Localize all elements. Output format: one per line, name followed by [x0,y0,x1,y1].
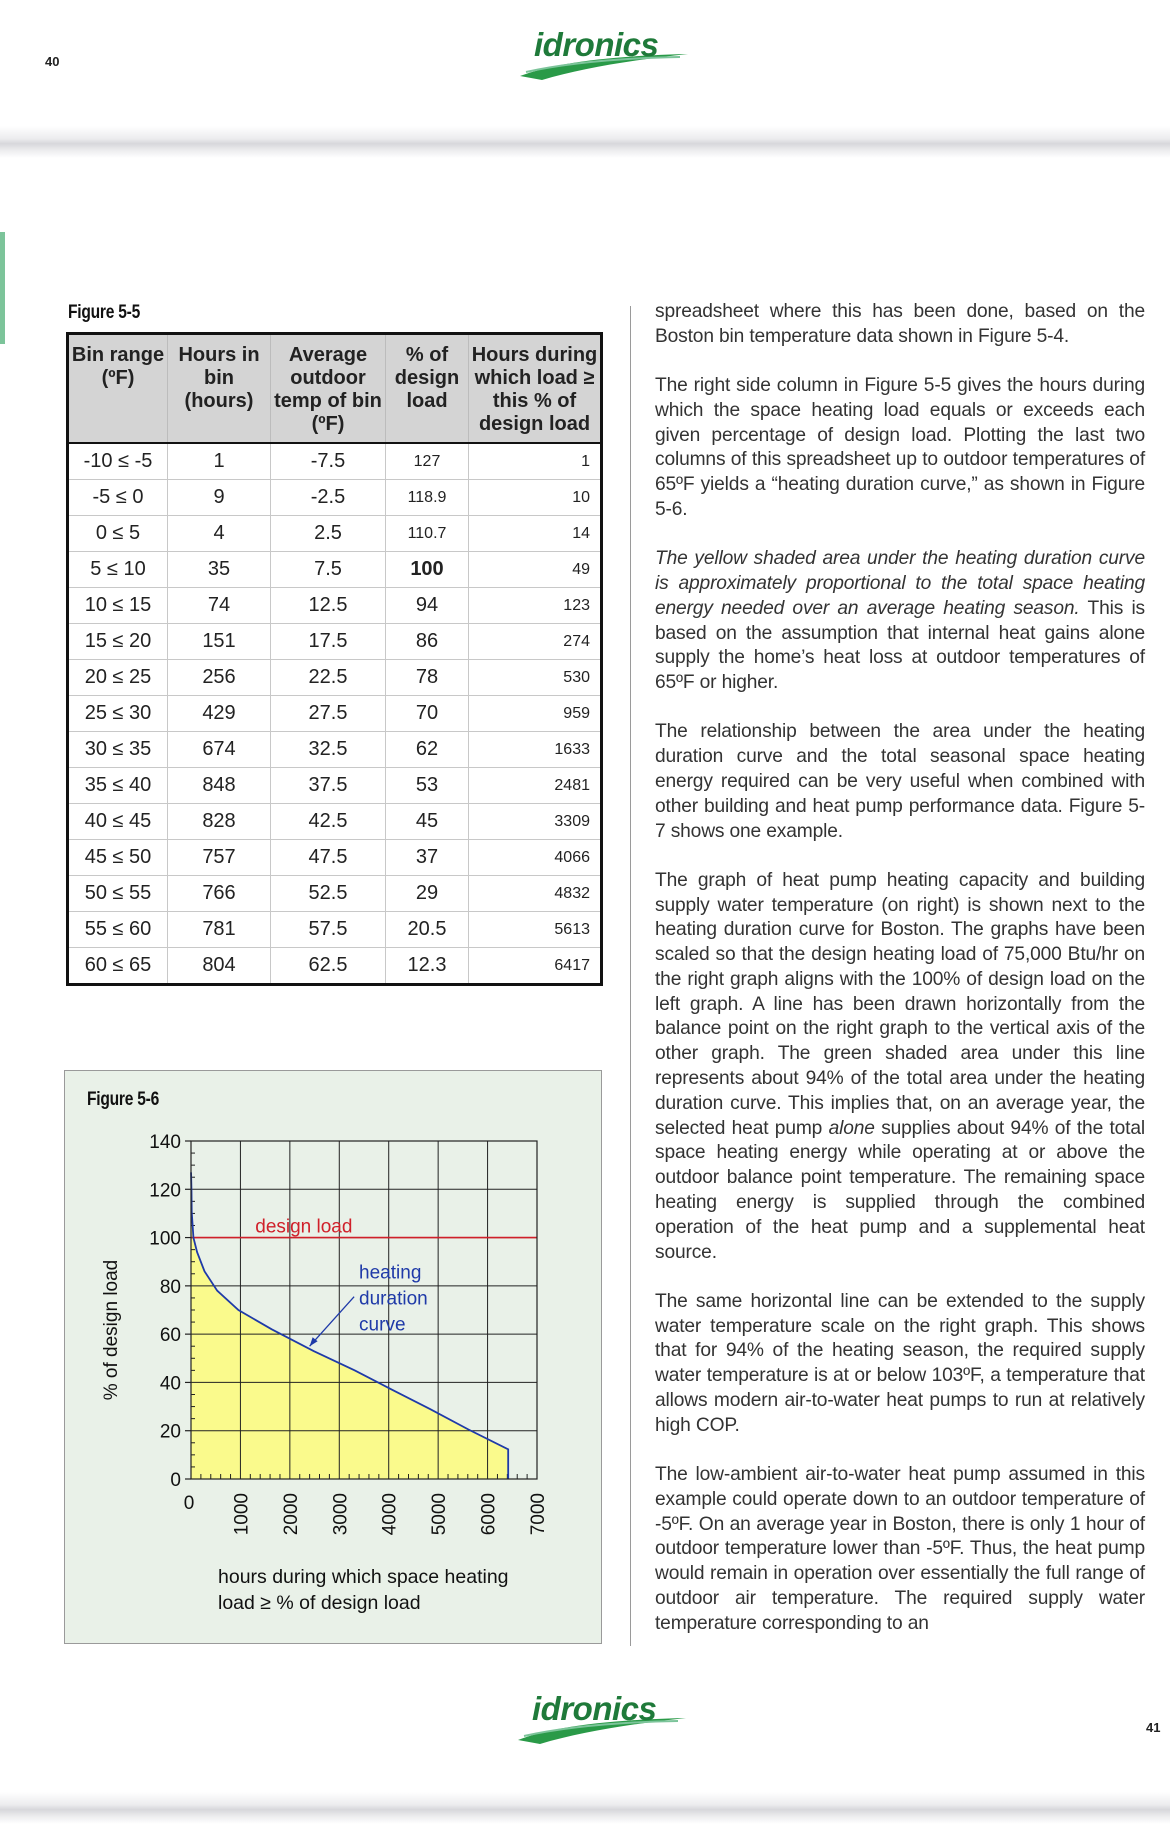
design-load-label: design load [255,1216,353,1238]
table-row [68,840,602,876]
table-cell: 5 ≤ 10 [68,552,168,588]
table-cell: 15 ≤ 20 [68,624,168,660]
table-cell: 35 ≤ 40 [68,768,168,804]
table-cell: 256 [168,660,271,696]
table-row [68,732,602,768]
table-header-cell: % of design load [386,334,469,444]
x-axis-label-line-1: hours during which space heating [218,1566,509,1588]
x-tick-label: 5000 [429,1493,451,1536]
table-cell: 804 [168,948,271,985]
x-tick-label: 6000 [478,1493,500,1536]
table-cell: 123 [469,588,602,624]
table-cell: 674 [168,732,271,768]
table-row [68,912,602,948]
table-cell: 530 [469,660,602,696]
table-cell: 0 ≤ 5 [68,516,168,552]
table-row [68,443,602,480]
x-axis-label-line-2: load ≥ % of design load [218,1592,421,1614]
table-cell: 20.5 [386,912,469,948]
paragraph-1: spreadsheet where this has been done, based on the Boston bin temperature data shown in Figure 5-4. [655,301,1145,347]
paragraph-5-emphasis: alone [828,1117,875,1139]
table-cell: 14 [469,516,602,552]
table-cell: 4066 [469,840,602,876]
curve-annotation-text: heating [359,1262,422,1284]
table-cell: 50 ≤ 55 [68,876,168,912]
table-cell: 151 [168,624,271,660]
table-header-cell: Bin range (ºF) [68,334,168,444]
table-cell: 52.5 [271,876,386,912]
table-cell: -5 ≤ 0 [68,480,168,516]
footer-band [0,1792,1170,1824]
table-cell: -7.5 [271,443,386,480]
table-cell: 274 [469,624,602,660]
table-cell: 29 [386,876,469,912]
table-row [68,804,602,840]
table-cell: 30 ≤ 35 [68,732,168,768]
y-tick-label: 80 [159,1276,181,1298]
table-row [68,876,602,912]
table-cell: 9 [168,480,271,516]
figure-5-5-label: Figure 5-5 [68,302,141,323]
table-cell: 1 [168,443,271,480]
table-cell: 5613 [469,912,602,948]
table-cell: 45 [386,804,469,840]
table-cell: 60 ≤ 65 [68,948,168,985]
table-cell: 127 [386,443,469,480]
figure-5-6-label: Figure 5-6 [87,1089,160,1110]
x-tick-label: 1000 [231,1493,253,1536]
logo-wordmark: idronics [534,26,659,63]
table-row [68,660,602,696]
column-divider [630,306,631,1646]
table-cell: 766 [168,876,271,912]
table-cell: 22.5 [271,660,386,696]
x-tick-label: 0 [183,1493,195,1514]
table-cell: 429 [168,696,271,732]
table-cell: 1633 [469,732,602,768]
table-cell: 959 [469,696,602,732]
table-cell: 6417 [469,948,602,985]
table-cell: 4832 [469,876,602,912]
paragraph-5-a: The graph of heat pump heating capacity and building supply water temperature (on right) is shown next to the heating duration curve for Boston. The graphs have been scaled so that the design heating load of 75,000 Btu/hr on the right graph aligns with the 100% of design load on the left graph. A line has been drawn horizontally from the balance point on the right graph to the vertical axis of the other graph. The green shaded area under this line represents about 94% of the total area under the heating duration curve. This implies that, on an average year, the selected heat pump [655,869,1145,1139]
table-cell: 78 [386,660,469,696]
x-tick-label: 7000 [528,1493,549,1536]
table-row [68,480,602,516]
y-tick-label: 60 [159,1325,181,1347]
y-axis-label: % of design load [101,1259,122,1401]
table-header-cell: Hours in bin (hours) [168,334,271,444]
table-cell: 27.5 [271,696,386,732]
table-cell: 12.5 [271,588,386,624]
table-cell: 42.5 [271,804,386,840]
table-cell: -10 ≤ -5 [68,443,168,480]
table-cell: 12.3 [386,948,469,985]
heating-duration-chart [65,1071,601,1643]
table-cell: 2481 [469,768,602,804]
table-body [68,443,602,985]
y-tick-label: 140 [149,1132,181,1153]
table-cell: 40 ≤ 45 [68,804,168,840]
paragraph-5-b: supplies about 94% of the total space heating energy while operating at or above the outdoor balance point temperature. The remaining space heating energy is supplied through the combined operation of the heat pump and a supplemental heat source. [655,1117,1146,1263]
annotation-pointer [310,1297,354,1346]
table-cell: 828 [168,804,271,840]
table-cell: 100 [386,552,469,588]
figure-5-6-panel [64,1070,602,1644]
x-tick-label: 4000 [379,1493,401,1536]
table-cell: 17.5 [271,624,386,660]
table-cell: 25 ≤ 30 [68,696,168,732]
y-tick-label: 100 [149,1228,181,1250]
table-cell: 10 [469,480,602,516]
idronics-logo [512,24,692,84]
table-cell: 53 [386,768,469,804]
table-cell: 10 ≤ 15 [68,588,168,624]
curve-annotation-text: duration [359,1288,428,1310]
table-cell: 37 [386,840,469,876]
y-tick-label: 0 [170,1470,181,1491]
table-header-row [68,334,602,444]
paragraph-3-italic: The yellow shaded area under the heating duration curve is approximately proportional to the total space heating energy needed over an average heating season. [655,548,1145,619]
x-tick-label: 2000 [280,1493,302,1536]
table-cell: 781 [168,912,271,948]
idronics-logo-footer [510,1688,690,1748]
table-cell: 20 ≤ 25 [68,660,168,696]
table-row [68,768,602,804]
article-body [655,300,1145,1637]
table-row [68,552,602,588]
paragraph-3-rest: This is based on the assumption that internal heat gains alone supply the home’s heat loss at outdoor temperatures of 65ºF or higher. [655,597,1145,694]
table-cell: 86 [386,624,469,660]
table-cell: 55 ≤ 60 [68,912,168,948]
table-row [68,624,602,660]
curve-annotation-text: curve [359,1314,406,1336]
table-row [68,696,602,732]
y-tick-label: 20 [159,1421,181,1443]
table-row [68,948,602,985]
table-cell: 2.5 [271,516,386,552]
table-cell: 110.7 [386,516,469,552]
table-cell: -2.5 [271,480,386,516]
table-header-cell: Average outdoor temp of bin (ºF) [271,334,386,444]
table-cell: 49 [469,552,602,588]
paragraph-5 [655,869,1145,1266]
paragraph-3 [655,547,1145,696]
paragraph-2: The right side column in Figure 5-5 gives the hours during which the space heating load equals or exceeds each given percentage of design load. Plotting the last two columns of this spreadsheet up to outdoor temperatures of 65ºF yields a “heating duration curve,” as shown in Figure 5-6. [655,374,1145,520]
header-band [0,126,1170,158]
table-cell: 32.5 [271,732,386,768]
table-cell: 37.5 [271,768,386,804]
bin-temperature-table [66,332,603,986]
table-cell: 4 [168,516,271,552]
table-cell: 74 [168,588,271,624]
paragraph-6: The same horizontal line can be extended to the supply water temperature scale on the right graph. This shows that for 94% of the heating season, the required supply water temperature is at or below 103ºF, a temperature that allows modern air-to-water heat pumps to run at relatively high COP. [655,1290,1145,1436]
table-row [68,588,602,624]
table-row [68,516,602,552]
table-cell: 848 [168,768,271,804]
table-cell: 94 [386,588,469,624]
table-cell: 62 [386,732,469,768]
table-cell: 1 [469,443,602,480]
page-number-right: 41 [1146,1720,1161,1735]
table-cell: 118.9 [386,480,469,516]
x-tick-label: 3000 [330,1493,352,1536]
table-cell: 35 [168,552,271,588]
table-cell: 70 [386,696,469,732]
logo-wordmark: idronics [532,1690,657,1727]
paragraph-4: The relationship between the area under the heating duration curve and the total seasonal space heating energy required can be very useful when combined with other building and heat pump performance data. Figure 5-7 shows one example. [655,721,1145,842]
y-tick-label: 120 [149,1180,181,1202]
table-cell: 62.5 [271,948,386,985]
table-cell: 45 ≤ 50 [68,840,168,876]
table-cell: 57.5 [271,912,386,948]
paragraph-7: The low-ambient air-to-water heat pump assumed in this example could operate down to an outdoor temperature of -5ºF. On an average year in Boston, there is only 1 hour of outdoor temperature lower than -5ºF. Thus, the heat pump would remain in operation over essentially the full range of outdoor air temperature. The required supply water temperature corresponding to an [655,1464,1145,1634]
table-cell: 757 [168,840,271,876]
table-cell: 3309 [469,804,602,840]
section-tab-marker [0,232,5,344]
table-cell: 7.5 [271,552,386,588]
y-tick-label: 40 [159,1373,181,1395]
table-header-cell: Hours during which load ≥ this % of design load [469,334,602,444]
page-number-left: 40 [45,54,60,69]
table-cell: 47.5 [271,840,386,876]
